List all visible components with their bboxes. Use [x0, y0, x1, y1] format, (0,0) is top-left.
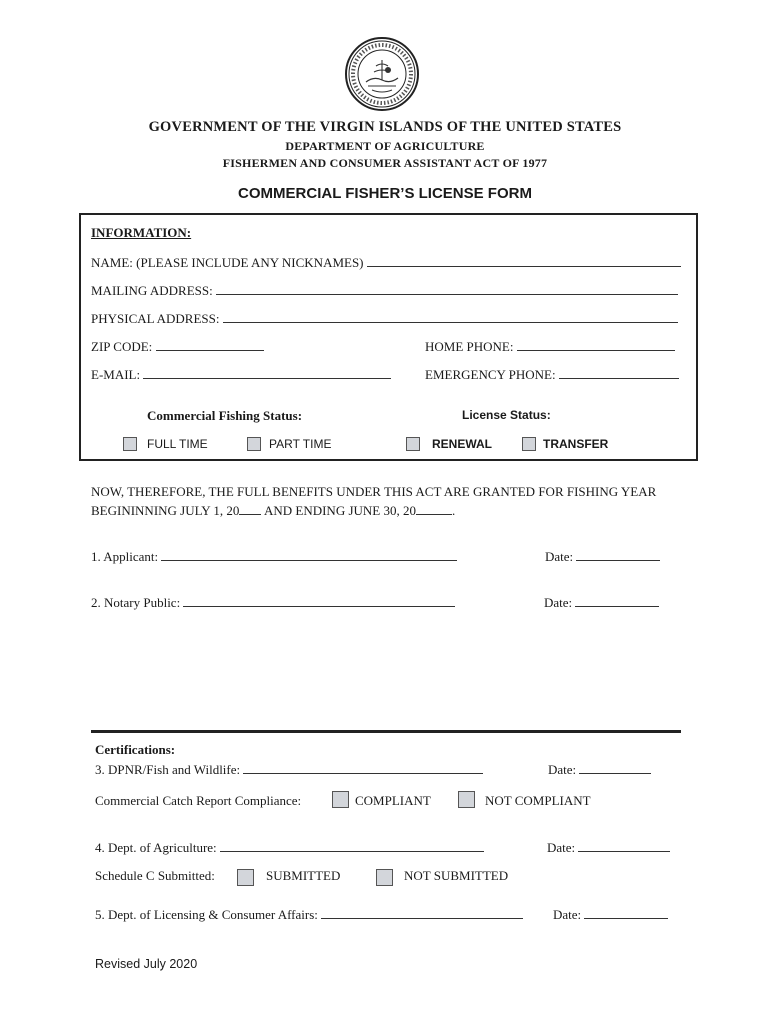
applicant-date-label: Date:	[545, 549, 574, 564]
dpnr-label: 3. DPNR/Fish and Wildlife:	[95, 762, 241, 777]
renewal-label: RENEWAL	[432, 437, 492, 451]
revision-note: Revised July 2020	[95, 957, 198, 971]
notary-date-label: Date:	[544, 595, 573, 610]
notary-field[interactable]	[91, 594, 455, 611]
dpnr-date-line[interactable]	[579, 761, 651, 774]
licensing-date-line[interactable]	[584, 906, 668, 919]
emergency-phone-label: EMERGENCY PHONE:	[425, 367, 556, 382]
statement-end-text: AND ENDING JUNE 30, 20	[263, 503, 416, 518]
not-submitted-label: NOT SUBMITTED	[404, 868, 509, 883]
part-time-label: PART TIME	[269, 437, 332, 451]
mailing-address-field[interactable]	[91, 282, 678, 299]
form-title: COMMERCIAL FISHER’S LICENSE FORM	[238, 185, 532, 202]
fishing-status-label: Commercial Fishing Status:	[147, 408, 303, 423]
statement-line-1: NOW, THEREFORE, THE FULL BENEFITS UNDER THIS ACT ARE GRANTED FOR FISHING YEAR	[91, 484, 657, 499]
notary-date-line[interactable]	[575, 594, 659, 607]
applicant-field[interactable]	[91, 548, 457, 565]
name-line[interactable]	[367, 254, 681, 267]
applicant-signature-line[interactable]	[161, 548, 457, 561]
licensing-date-field[interactable]	[553, 906, 668, 923]
act-title: FISHERMEN AND CONSUMER ASSISTANT ACT OF 1977	[222, 156, 548, 170]
emergency-phone-field[interactable]	[425, 366, 679, 383]
agriculture-date-label: Date:	[547, 840, 576, 855]
section-divider	[91, 730, 681, 733]
certifications-heading: Certifications:	[95, 742, 176, 757]
physical-address-field[interactable]	[91, 310, 678, 327]
licensing-signature-line[interactable]	[321, 906, 523, 919]
licensing-field[interactable]	[95, 906, 523, 923]
statement-line-2	[91, 502, 455, 519]
notary-signature-line[interactable]	[183, 594, 455, 607]
email-line[interactable]	[143, 366, 391, 379]
statement-start-text: BEGININNING JULY 1, 20	[91, 503, 240, 518]
schedule-c-label: Schedule C Submitted:	[95, 868, 215, 883]
home-phone-label: HOME PHONE:	[425, 339, 514, 354]
applicant-date-line[interactable]	[576, 548, 660, 561]
dpnr-field[interactable]	[95, 761, 483, 778]
physical-address-line[interactable]	[223, 310, 678, 323]
licensing-label: 5. Dept. of Licensing & Consumer Affairs:	[95, 907, 318, 922]
department-title: DEPARTMENT OF AGRICULTURE	[285, 139, 485, 153]
start-year-line[interactable]	[239, 502, 261, 515]
licensing-date-label: Date:	[553, 907, 582, 922]
home-phone-field[interactable]	[425, 338, 675, 355]
agriculture-field[interactable]	[95, 839, 484, 856]
agriculture-signature-line[interactable]	[220, 839, 484, 852]
emergency-phone-line[interactable]	[559, 366, 679, 379]
dpnr-date-label: Date:	[548, 762, 577, 777]
agriculture-date-field[interactable]	[547, 839, 670, 856]
statement-period: .	[451, 503, 456, 518]
renewal-checkbox[interactable]	[406, 437, 420, 451]
information-heading: INFORMATION:	[91, 225, 192, 240]
notary-date-field[interactable]	[544, 594, 659, 611]
physical-address-label: PHYSICAL ADDRESS:	[91, 311, 220, 326]
virgin-islands-seal-icon	[344, 36, 420, 112]
government-title: GOVERNMENT OF THE VIRGIN ISLANDS OF THE UNITED STATES	[148, 119, 622, 135]
applicant-label: 1. Applicant:	[91, 549, 159, 564]
compliant-label: COMPLIANT	[355, 793, 431, 808]
dpnr-date-field[interactable]	[548, 761, 651, 778]
submitted-label: SUBMITTED	[266, 868, 341, 883]
name-field[interactable]	[91, 254, 681, 271]
transfer-checkbox[interactable]	[522, 437, 536, 451]
mailing-address-label: MAILING ADDRESS:	[91, 283, 213, 298]
part-time-checkbox[interactable]	[247, 437, 261, 451]
zip-code-field[interactable]	[91, 338, 264, 355]
full-time-label: FULL TIME	[147, 437, 208, 451]
not-compliant-label: NOT COMPLIANT	[485, 793, 591, 808]
dpnr-signature-line[interactable]	[243, 761, 483, 774]
agriculture-label: 4. Dept. of Agriculture:	[95, 840, 217, 855]
license-status-label: License Status:	[462, 408, 551, 422]
catch-report-label: Commercial Catch Report Compliance:	[95, 793, 302, 808]
email-field[interactable]	[91, 366, 391, 383]
home-phone-line[interactable]	[517, 338, 675, 351]
notary-label: 2. Notary Public:	[91, 595, 181, 610]
end-year-line[interactable]	[416, 502, 452, 515]
not-compliant-checkbox[interactable]	[458, 791, 475, 808]
zip-code-label: ZIP CODE:	[91, 339, 153, 354]
submitted-checkbox[interactable]	[237, 869, 254, 886]
full-time-checkbox[interactable]	[123, 437, 137, 451]
agriculture-date-line[interactable]	[578, 839, 670, 852]
zip-code-line[interactable]	[156, 338, 264, 351]
email-label: E-MAIL:	[91, 367, 141, 382]
not-submitted-checkbox[interactable]	[376, 869, 393, 886]
name-label: NAME: (PLEASE INCLUDE ANY NICKNAMES)	[91, 255, 364, 270]
mailing-address-line[interactable]	[216, 282, 678, 295]
transfer-label: TRANSFER	[543, 437, 609, 451]
applicant-date-field[interactable]	[545, 548, 660, 565]
compliant-checkbox[interactable]	[332, 791, 349, 808]
